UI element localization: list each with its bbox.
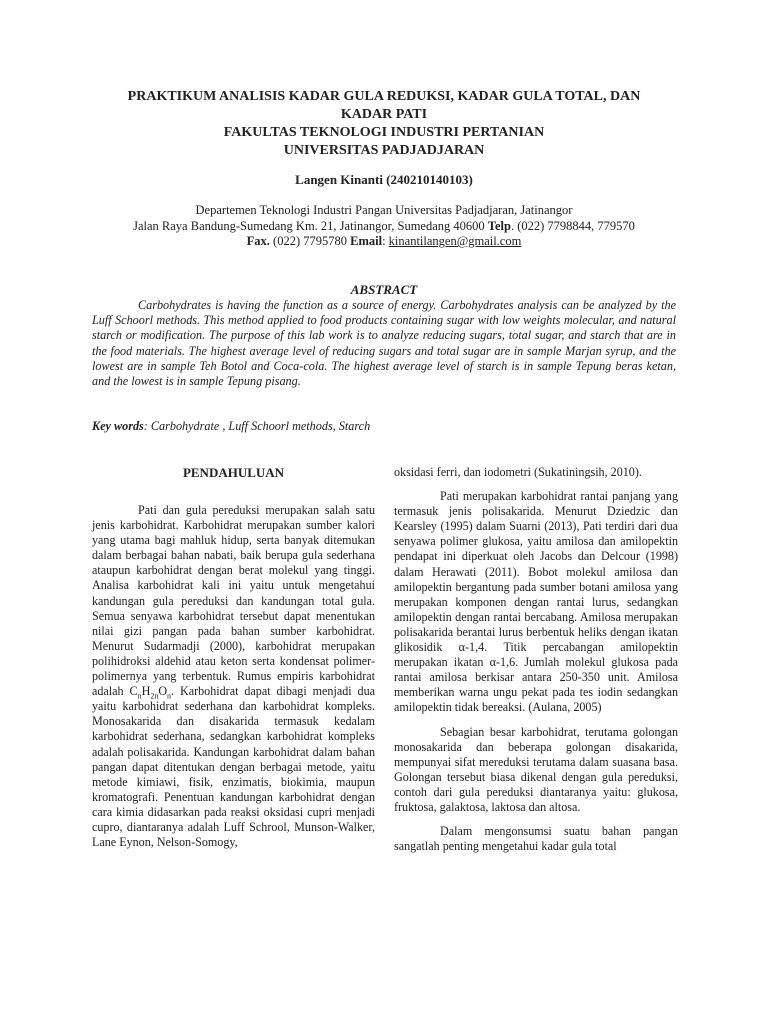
email-separator: : (382, 234, 389, 248)
intro-text-after-formula: . Karbohidrat dapat dibagi menjadi dua yaitu karbohidrat sederhana dan karbohidrat kompleks. Monosakarida dan disakarida termasuk kedalam karbohidrat sederhana, sedangkan karbohidrat kompleks adalah polisakarida. Kandungan karbohidrat dalam bahan pangan dapat ditentukan dengan berbagai metode, yaitu metode kimiawi, fisik, enzimatis, biokimia, maupun kromatografi. Penentuan kandungan karbohidrat dengan cara kimia didasarkan pada reaksi oksidasi cupri menjadi cupro, diantaranya adalah Luff Schrool, Munson-Walker, Lane Eynon, Nelson-Somogy, (92, 684, 375, 850)
fax-value: (022) 7795780 (269, 234, 351, 248)
paper-title (90, 88, 678, 160)
affiliation-line-2 (60, 219, 708, 235)
address-text: Jalan Raya Bandung-Sumedang Km. 21, Jatinangor, Sumedang 40600 (133, 218, 488, 233)
affiliation-line-3 (60, 234, 708, 250)
right-column (394, 465, 678, 863)
formula-h-sub: 2n (150, 691, 159, 701)
empirical-formula (129, 684, 172, 701)
paragraph-intro (92, 503, 375, 850)
email-link[interactable]: kinantilangen@gmail.com (388, 234, 522, 248)
paragraph-continued: oksidasi ferri, dan iodometri (Sukatiningsih, 2010). (394, 465, 642, 479)
title-line-4: UNIVERSITAS PADJADJARAN (283, 143, 485, 158)
keywords-text: : Carbohydrate , Luff Schoorl methods, Starch (143, 419, 371, 433)
keywords (92, 419, 676, 434)
abstract-body: Carbohydrates is having the function as a source of energy. Carbohydrates analysis can be analyzed by the Luff Schoorl methods. This method applied to food products containing sugar with low weights molecular, and natural starch or modification. The purpose of this lab work is to analyze reducing sugars, total sugar, and starch that are in the food materials. The highest average level of reducing sugars and total sugar are in sample Marjan syrup, and the lowest are in sample Teh Botol and Coca-cola. The highest average level of starch is in sample Tepung beras ketan, and the lowest is in sample Tepung pisang. (92, 298, 676, 389)
email-label: Email (350, 234, 383, 248)
paragraph-gula-pereduksi: Sebagian besar karbohidrat, terutama golongan monosakarida dan beberapa golongan disakarida, mempunyai sifat mereduksi terutama dalam suasana basa. Golongan tersebut biasa dikenal dengan gula pereduksi, contoh dari gula pereduksi diantaranya yaitu: glukosa, fruktosa, galaktosa, laktosa dan altosa. (394, 724, 678, 814)
telp-value: . (022) 7798844, 779570 (510, 218, 635, 233)
keywords-label: Key words (92, 419, 144, 433)
intro-text-before-formula: Pati dan gula pereduksi merupakan salah satu jenis karbohidrat. Karbohidrat merupakan sumber kalori yang utama bagi mahluk hidup, serta banyak ditemukan dalam berbagai bahan nabati, baik berupa gula sederhana ataupun karbohidrat dengan berat molekul yang tinggi. Analisa karbohidrat kali ini yaitu untuk mengetahui kandungan gula pereduksi dan kandungan total gula. Semua senyawa karbohidrat tersebut dapat menentukan nilai gizi pangan pada bahan sumber karbohidrat. Menurut Sudarmadji (2000), karbohidrat merupakan polihidroksi aldehid atau keton serta kondensat polimer-polimernya yang terbentuk. Rumus empiris karbohidrat adalah (92, 503, 375, 699)
formula-c: C (129, 684, 138, 699)
formula-c-sub: n (137, 691, 142, 701)
title-line-1: PRAKTIKUM ANALISIS KADAR GULA REDUKSI, KADAR GULA TOTAL, DAN (127, 89, 641, 104)
formula-o: O (158, 684, 168, 699)
abstract-heading: ABSTRACT (350, 282, 418, 297)
telp-label: Telp (487, 218, 511, 233)
formula-o-sub: n (167, 691, 172, 701)
left-column (92, 465, 375, 859)
title-line-2: KADAR PATI (340, 107, 428, 122)
author-name: Langen Kinanti (240210140103) (295, 172, 473, 187)
formula-h: H (141, 684, 151, 699)
affiliation-line-1: Departemen Teknologi Industri Pangan Universitas Padjadjaran, Jatinangor (195, 203, 573, 217)
paragraph-pati: Pati merupakan karbohidrat rantai panjang yang termasuk jenis polisakarida. Menurut Dziedzic dan Kearsley (1995) dalam Suarni (2013), Pati terdiri dari dua senyawa polimer glukosa, yaitu amilosa dan amilopektin pendapat ini diperkuat oleh Jacobs dan Delcour (1998) dalam Herawati (2011). Bobot molekul amilosa dan amilopektin bergantung pada sumber botani amilosa yang merupakan komponen dengan rantai lurus, sedangkan amilopektin dengan rantai bercabang. Amilosa merupakan polisakarida berantai lurus berbentuk heliks dengan ikatan glikosidik α-1,4. Titik percabangan amilopektin merupakan ikatan α-1,6. Jumlah molekul glukosa pada rantai amilosa berkisar antara 250-350 unit. Amilosa memberikan warna ungu pekat pada tes iodin sedangkan amilopektin tidak bereaksi. (Aulana, 2005) (394, 489, 678, 715)
title-line-3: FAKULTAS TEKNOLOGI INDUSTRI PERTANIAN (223, 125, 545, 140)
paragraph-konsumsi: Dalam mengonsumsi suatu bahan pangan sangatlah penting mengetahui kadar gula total (394, 824, 678, 854)
section-heading-pendahuluan: PENDAHULUAN (182, 465, 285, 480)
fax-label: Fax. (246, 234, 270, 248)
affiliation (60, 203, 708, 250)
